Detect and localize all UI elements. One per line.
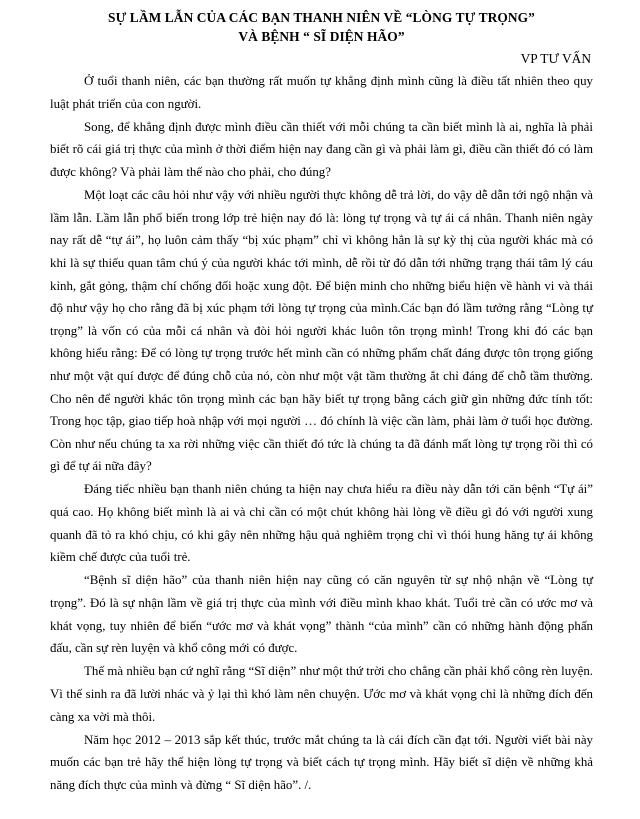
paragraph-5: “Bệnh sĩ diện hão” của thanh niên hiện nay cũng có căn nguyên từ sự nhộ nhận về “Lòng tự trọng”. Đó là sự nhận lầm về giá trị thực của mình với điều mình khao khát. Tuổi trẻ cần có ước mơ và khát vọng, tuy nhiên để biến “ước mơ và khát vọng” thành “của mình” cần có những hành động phấn đấu, cần sự rèn luyện và khổ công mới có được. xyxy=(50,573,593,656)
paragraph-4: Đáng tiếc nhiều bạn thanh niên chúng ta hiện nay chưa hiểu ra điều này dẫn tới căn bệnh “Tự ái” quá cao. Họ không biết mình là ai và chỉ cần có một chút không hài lòng về điều gì đó với người xung quanh đã tỏ ra khó chịu, có khi gây nên những hậu quả nghiêm trọng chỉ vì thói hung hăng tự ái không kiềm chế được của tuổi trẻ. xyxy=(50,482,593,565)
paragraph-2: Song, để khẳng định được mình điều cần thiết với mỗi chúng ta cần biết mình là ai, nghĩa là phải biết rõ cái giá trị thực của mình ở thời điểm hiện nay đang cần gì và phải làm gì, điều cần thiết đó có làm được không? Và phải làm thế nào cho phải, cho đúng? xyxy=(50,119,593,179)
article-body xyxy=(50,70,593,797)
paragraph-3: Một loạt các câu hỏi như vậy với nhiều người thực không dễ trả lời, do vậy dễ dẫn tới ngộ nhận và lầm lẫn. Lầm lẫn phổ biến trong lớp trẻ hiện nay đó là: lòng tự trọng và tự ái cá nhân. Thanh niên ngày nay rất dễ “tự ái”, họ luôn cảm thấy “bị xúc phạm” chỉ vì không hẳn là sự kỳ thị của người khác mà có khi là sự thiếu quan tâm chú ý của người khác tới mình, dễ rồi từ đó dẫn tới những trạng thái tâm lý cáu kỉnh, gắt gỏng, thậm chí chống đối hoặc xung đột. Để biện minh cho những biểu hiện về hành vi và thái độ như vậy họ cho rằng đã bị xúc phạm tới lòng tự trọng của mình.Các bạn đó lầm tưởng rằng “Lòng tự trọng” là vốn có của mỗi cá nhân và đòi hỏi người khác luôn tôn trọng mình! Trong khi đó các bạn không hiểu rằng: Để có lòng tự trọng trước hết mình cần có những phẩm chất đáng được tôn trọng giống như một vật quí được để đúng chỗ của nó, còn như một vật tầm thường ắt chỉ đáng để chỗ tầm thường. Cho nên để người khác tôn trọng mình các bạn hãy biết tự trọng bằng cách giữ gìn những đức tính tốt: Trong học tập, giao tiếp hoà nhập với mọi người … đó chính là việc cần làm, phải làm ở tuổi học đường. Còn như nếu chúng ta xa rời những việc cần thiết đó tức là chúng ta đã đánh mất lòng tự trọng rồi thì có gì để tự ái nữa đây? xyxy=(50,188,593,474)
paragraph-1: Ở tuổi thanh niên, các bạn thường rất muốn tự khẳng định mình cũng là điều tất nhiên theo quy luật phát triển của con người. xyxy=(50,74,593,111)
title-line-2: VÀ BỆNH “ SĨ DIỆN HÃO” xyxy=(238,29,405,44)
title-line-1: SỰ LẦM LẪN CỦA CÁC BẠN THANH NIÊN VỀ “LÒNG TỰ TRỌNG” xyxy=(108,10,535,25)
paragraph-6: Thế mà nhiều bạn cứ nghĩ rằng “Sĩ diện” như một thứ trời cho chẳng cần phải khổ công rèn luyện. Vì thế sinh ra đã lười nhác và ỷ lại thì khó làm nên chuyện. Ước mơ và khát vọng chỉ là những đích đến càng xa vời mà thôi. xyxy=(50,664,593,724)
paragraph-7: Năm học 2012 – 2013 sắp kết thúc, trước mắt chúng ta là cái đích cần đạt tới. Người viết bài này muốn các bạn trẻ hãy thể hiện lòng tự trọng và biết cách tự trọng mình. Hãy biết sĩ diện về những khả năng đích thực của mình và đừng “ Sĩ diện hão”. /. xyxy=(50,732,593,792)
article-title xyxy=(50,8,593,46)
author-line: VP TƯ VẤN xyxy=(520,51,591,66)
